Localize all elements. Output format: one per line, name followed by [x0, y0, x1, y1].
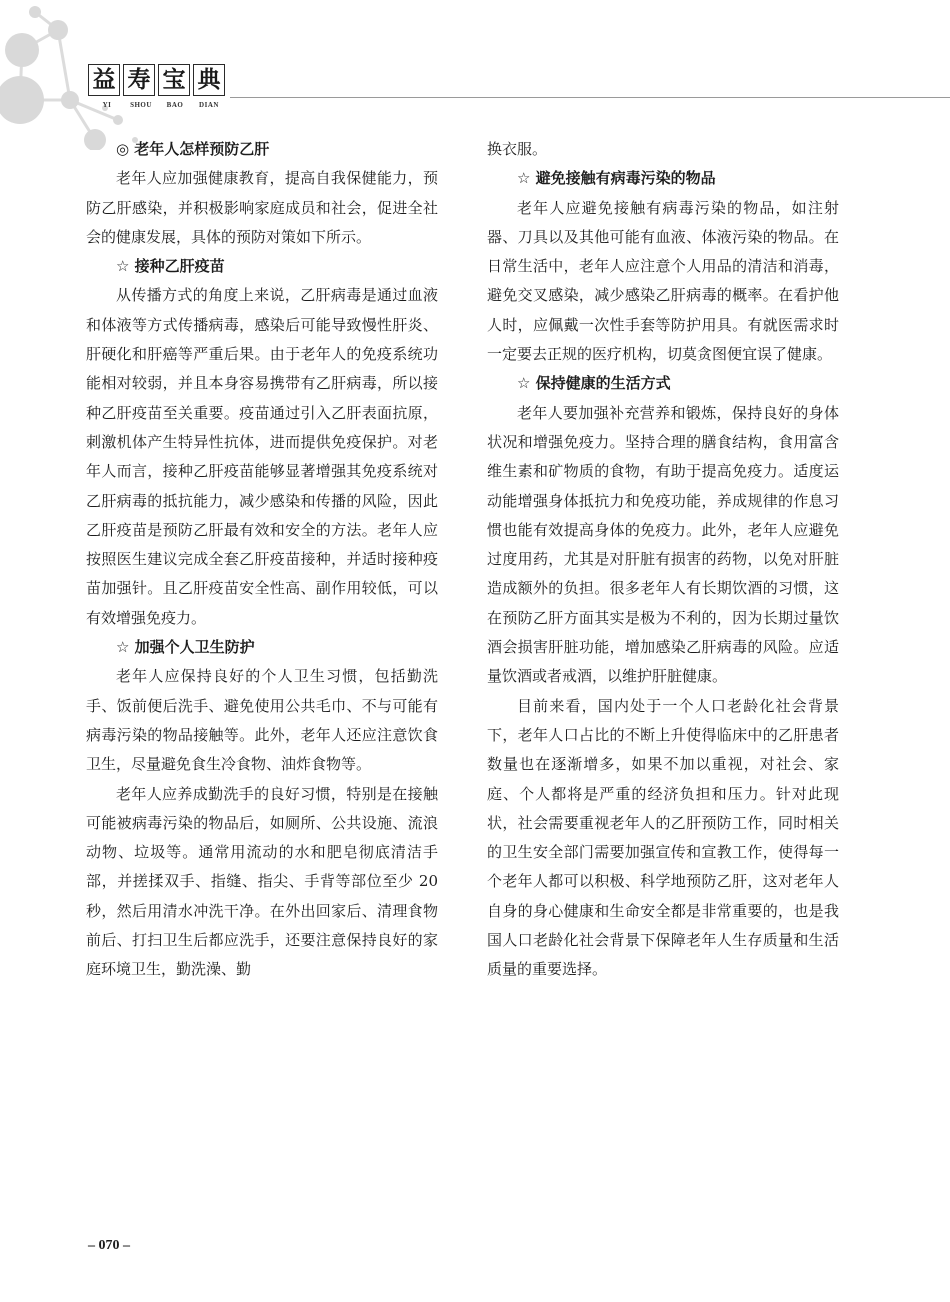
- title-char: 寿: [123, 64, 155, 96]
- pinyin-syllable: YI: [102, 101, 112, 109]
- header-rule: [230, 97, 950, 98]
- title-pinyin: [90, 101, 226, 109]
- pinyin-syllable: DIAN: [199, 101, 219, 109]
- title-char: 益: [88, 64, 120, 96]
- avoid-heading: ☆ 避免接触有病毒污染的物品: [517, 169, 716, 188]
- right-column: [487, 135, 839, 985]
- handwashing-paragraph: 老年人应养成勤洗手的良好习惯，特别是在接触可能被病毒污染的物品后，如厕所、公共设施、流浪动物、垃圾等。通常用流动的水和肥皂彻底清洁手部，并搓揉双手、指缝、指尖、手背等部位至少 20 秒，然后用清水冲洗干净。在外出回家后、清理食物前后、打扫卫生后都应洗手，还要注意保持良好的家庭环境卫生，勤洗澡、勤: [86, 784, 438, 979]
- vaccine-paragraph: 从传播方式的角度上来说，乙肝病毒是通过血液和体液等方式传播病毒，感染后可能导致慢性肝炎、肝硬化和肝癌等严重后果。由于老年人的免疫系统功能相对较弱，并且本身容易携带有乙肝病毒，所以接种乙肝疫苗至关重要。疫苗通过引入乙肝表面抗原，刺激机体产生特异性抗体，进而提供免疫保护。对老年人而言，接种乙肝疫苗能够显著增强其免疫系统对乙肝病毒的抵抗能力，减少感染和传播的风险，因此乙肝疫苗是预防乙肝最有效和安全的方法。老年人应按照医生建议完成全套乙肝疫苗接种，并适时接种疫苗加强针。且乙肝疫苗安全性高、副作用较低，可以有效增强免疫力。: [86, 286, 438, 627]
- avoid-paragraph: 老年人应避免接触有病毒污染的物品，如注射器、刀具以及其他可能有血液、体液污染的物品。在日常生活中，老年人应注意个人用品的清洁和消毒，避免交叉感染，减少感染乙肝病毒的概率。在看护他人时，应佩戴一次性手套等防护用具。有就医需求时一定要去正规的医疗机构，切莫贪图便宜误了健康。: [487, 198, 839, 364]
- pinyin-syllable: BAO: [166, 101, 184, 109]
- left-column: [86, 135, 438, 985]
- continuation-text: 换衣服。: [487, 140, 548, 158]
- vaccine-heading: ☆ 接种乙肝疫苗: [116, 257, 225, 276]
- title-char: 典: [193, 64, 225, 96]
- page-number: – 070 –: [88, 1238, 130, 1253]
- intro-paragraph: 老年人应加强健康教育，提高自我保健能力，预防乙肝感染，并积极影响家庭成员和社会，促进全社会的健康发展，具体的预防对策如下所示。: [86, 169, 438, 246]
- conclusion-paragraph: 目前来看，国内处于一个人口老龄化社会背景下，老年人口占比的不断上升使得临床中的乙肝患者数量也在逐渐增多，如果不加以重视，对社会、家庭、个人都将是严重的经济负担和压力。针对此现状，社会需要重视老年人的乙肝预防工作，同时相关的卫生安全部门需要加强宣传和宣教工作，使得每一个老年人都可以积极、科学地预防乙肝，这对老年人自身的身心健康和生命安全都是非常重要的，也是我国人口老龄化社会背景下保障老年人生存质量和生活质量的重要选择。: [487, 696, 839, 979]
- hygiene-paragraph: 老年人应保持良好的个人卫生习惯，包括勤洗手、饭前便后洗手、避免使用公共毛巾、不与可能有病毒污染的物品接触等。此外，老年人还应注意饮食卫生，尽量避免食生冷食物、油炸食物等。: [86, 667, 438, 774]
- pinyin-syllable: SHOU: [130, 101, 152, 109]
- lifestyle-heading: ☆ 保持健康的生活方式: [517, 374, 671, 393]
- book-title: [88, 64, 225, 96]
- hygiene-heading: ☆ 加强个人卫生防护: [116, 638, 255, 657]
- title-char: 宝: [158, 64, 190, 96]
- section-title: ◎ 老年人怎样预防乙肝: [116, 140, 270, 158]
- lifestyle-paragraph: 老年人要加强补充营养和锻炼，保持良好的身体状况和增强免疫力。坚持合理的膳食结构，食用富含维生素和矿物质的食物，有助于提高免疫力。适度运动能增强身体抵抗力和免疫功能，养成规律的作息习惯也能有效提高身体的免疫力。此外，老年人应避免过度用药，尤其是对肝脏有损害的药物，以免对肝脏造成额外的负担。很多老年人有长期饮酒的习惯，这在预防乙肝方面其实是极为不利的，因为长期过量饮酒会损害肝脏功能，增加感染乙肝病毒的风险。应适量饮酒或者戒酒，以维护肝脏健康。: [487, 403, 839, 686]
